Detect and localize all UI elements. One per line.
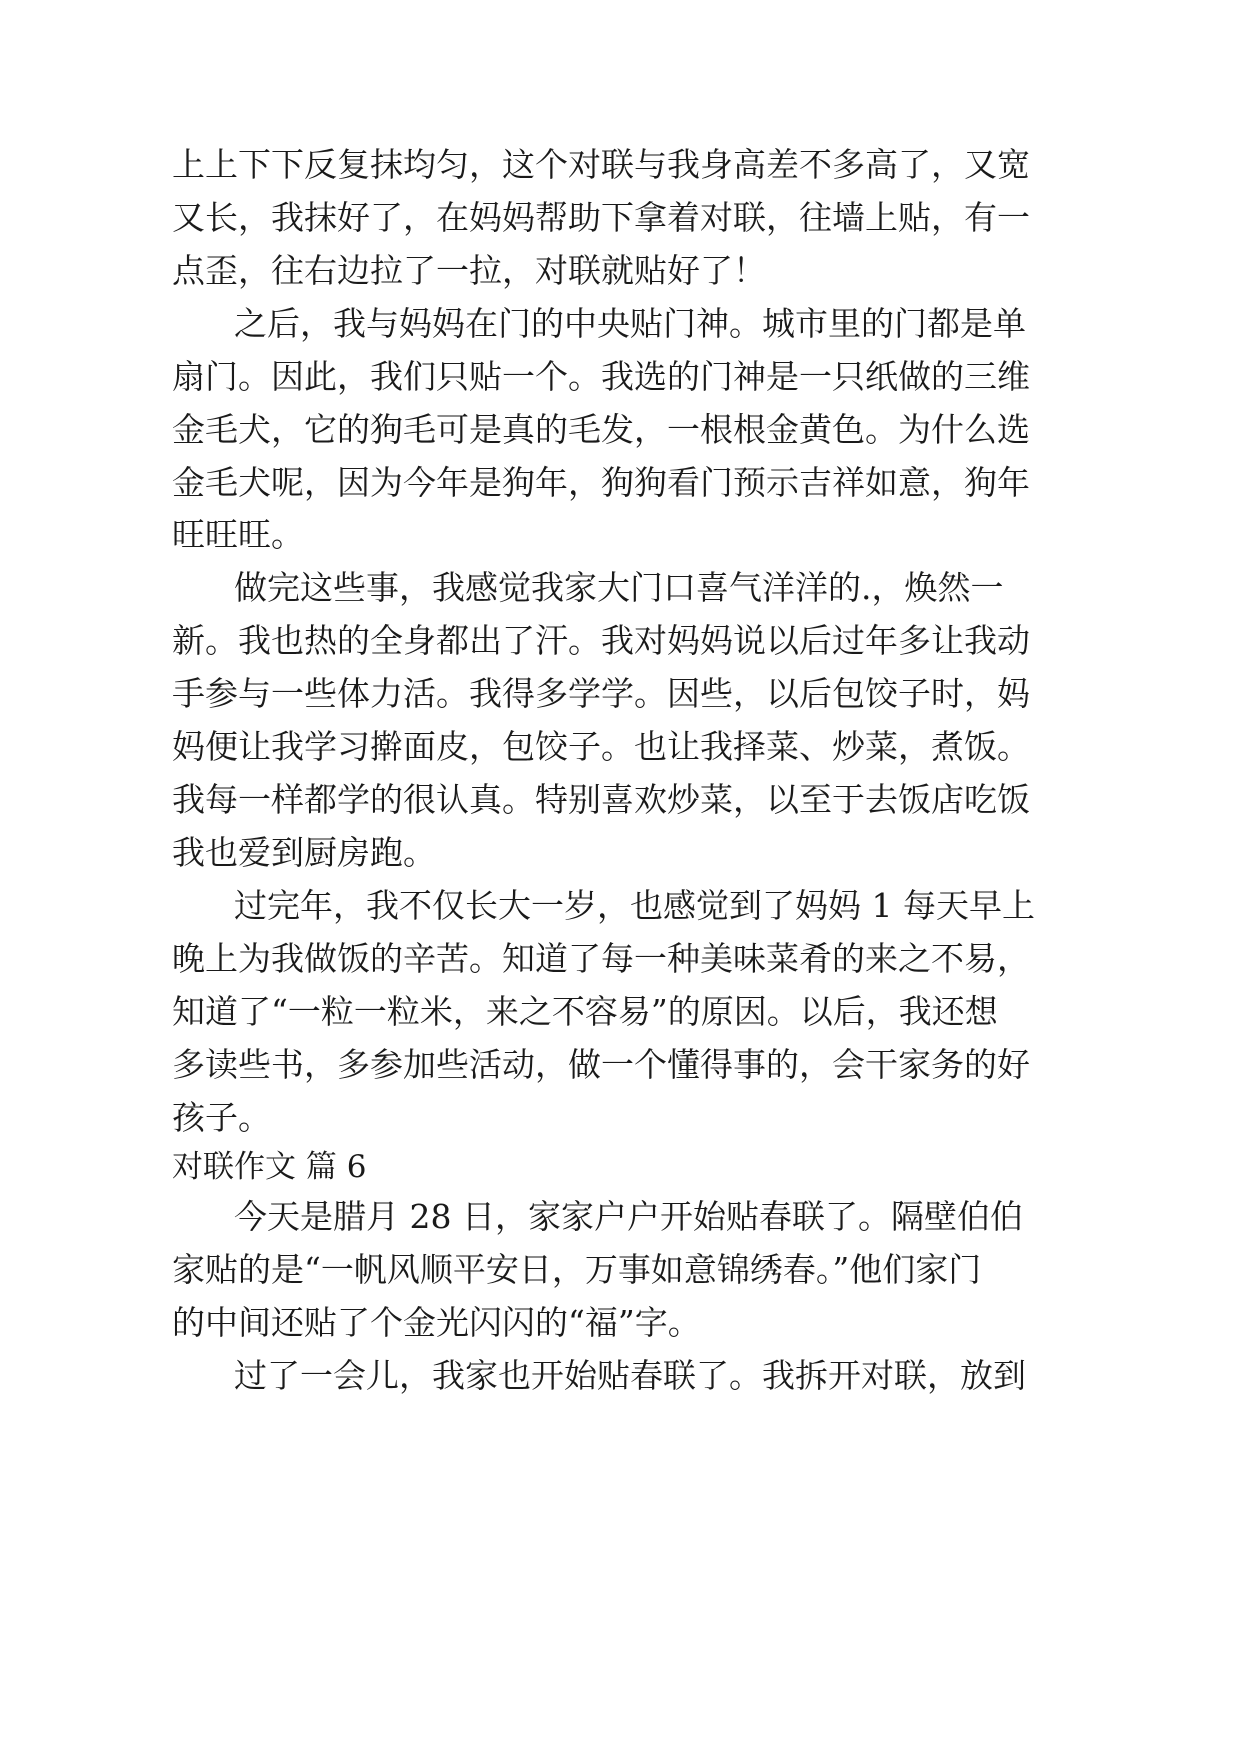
text-line-content: 过完年，我不仅长大一岁，也感觉到了妈妈 1 每天早上 — [234, 886, 1035, 925]
text-line-content: 妈便让我学习擀面皮，包饺子。也让我择菜、炒菜，煮饭。 — [172, 727, 1030, 766]
text-line — [0, 453, 1241, 513]
text-line-content: 扇门。因此，我们只贴一个。我选的门神是一只纸做的三维 — [172, 357, 1030, 396]
text-line — [0, 505, 1241, 565]
text-line-content: 的中间还贴了个金光闪闪的“福”字。 — [172, 1303, 701, 1342]
text-line — [0, 982, 1241, 1042]
text-line — [0, 929, 1241, 989]
text-line-content: 新。我也热的全身都出了汗。我对妈妈说以后过年多让我动 — [172, 621, 1030, 660]
text-line — [0, 1187, 1241, 1247]
text-line — [0, 347, 1241, 407]
text-line-content: 上上下下反复抹均匀，这个对联与我身高差不多高了，又宽 — [172, 145, 1030, 184]
text-line-content: 之后，我与妈妈在门的中央贴门神。城市里的门都是单 — [234, 304, 1026, 343]
text-line-content: 做完这些事，我感觉我家大门口喜气洋洋的.，焕然一 — [234, 568, 1004, 607]
text-line-content: 家贴的是“一帆风顺平安日，万事如意锦绣春。”他们家门 — [172, 1250, 982, 1289]
text-line — [0, 558, 1241, 618]
text-line — [0, 664, 1241, 724]
text-line-content: 手参与一些体力活。我得多学学。因些，以后包饺子时，妈 — [172, 674, 1030, 713]
text-line-content: 又长，我抹好了，在妈妈帮助下拿着对联，往墙上贴，有一 — [172, 198, 1030, 237]
text-line-content: 今天是腊月 28 日，家家户户开始贴春联了。隔壁伯伯 — [234, 1197, 1023, 1236]
section-heading-text: 对联作文 篇 6 — [172, 1149, 367, 1185]
text-line-content: 过了一会儿，我家也开始贴春联了。我拆开对联，放到 — [234, 1356, 1026, 1395]
text-line — [0, 294, 1241, 354]
text-line — [0, 400, 1241, 460]
text-line-content: 我也爱到厨房跑。 — [172, 833, 436, 872]
text-line-content: 金毛犬呢，因为今年是狗年，狗狗看门预示吉祥如意，狗年 — [172, 463, 1030, 502]
text-line — [0, 1346, 1241, 1406]
text-line-content: 我每一样都学的很认真。特别喜欢炒菜，以至于去饭店吃饭 — [172, 780, 1030, 819]
text-line-content: 多读些书，多参加些活动，做一个懂得事的，会干家务的好 — [172, 1045, 1030, 1084]
text-line-content: 金毛犬，它的狗毛可是真的毛发，一根根金黄色。为什么选 — [172, 410, 1030, 449]
text-line-content: 孩子。 — [172, 1098, 271, 1137]
text-line — [0, 1035, 1241, 1095]
text-line — [0, 770, 1241, 830]
text-line — [0, 611, 1241, 671]
text-line-content: 知道了“一粒一粒米，来之不容易”的原因。以后，我还想 — [172, 992, 998, 1031]
text-line-content: 点歪，往右边拉了一拉，对联就贴好了！ — [172, 251, 766, 290]
text-line-content: 旺旺旺。 — [172, 515, 304, 554]
text-line-content: 晚上为我做饭的辛苦。知道了每一种美味菜肴的来之不易， — [172, 939, 1030, 978]
text-line — [0, 876, 1241, 936]
text-line — [0, 241, 1241, 301]
text-line — [0, 188, 1241, 248]
text-line — [0, 1240, 1241, 1300]
text-line — [0, 823, 1241, 883]
text-line — [0, 717, 1241, 777]
text-line — [0, 1293, 1241, 1353]
text-line — [0, 135, 1241, 195]
